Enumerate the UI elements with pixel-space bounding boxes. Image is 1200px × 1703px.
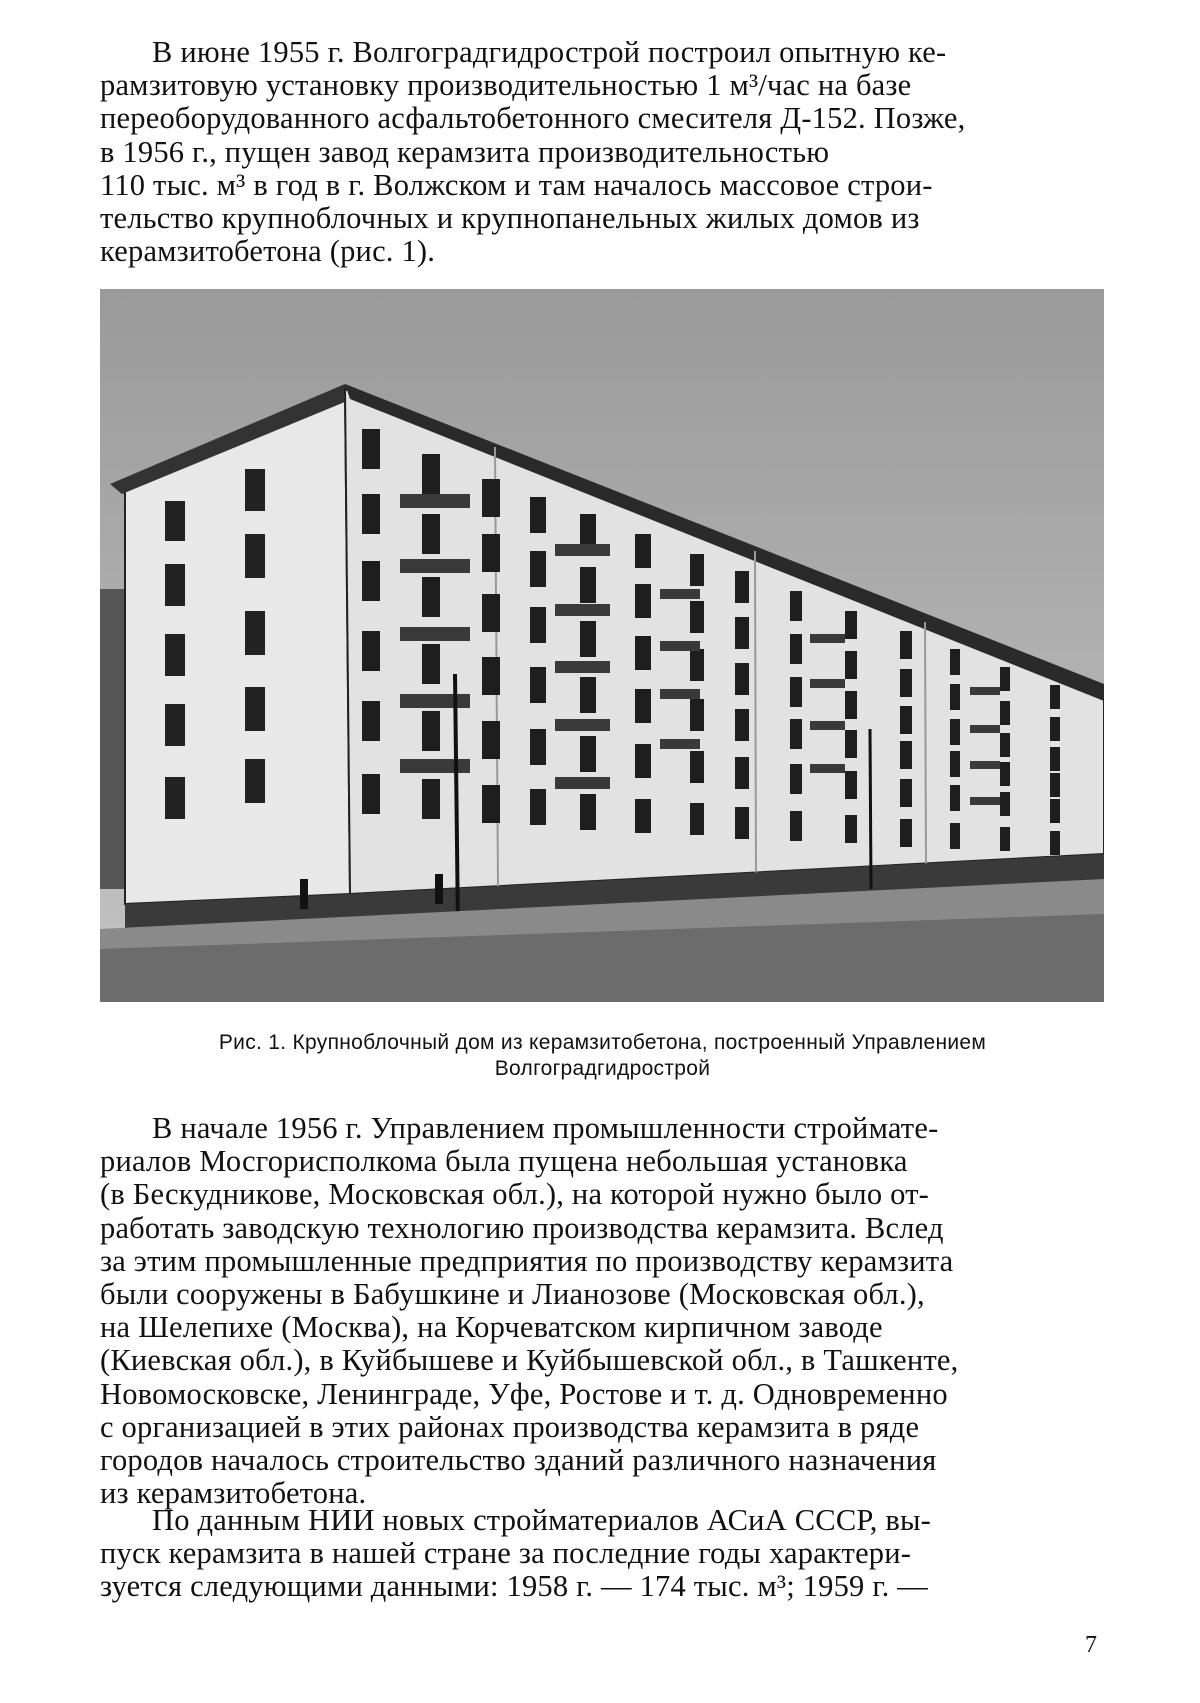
text-line: за этим промышленные предприятия по производству керамзита [100, 1243, 954, 1278]
building-photo [100, 289, 1104, 1002]
text-line: (в Бескудникове, Московская обл.), на которой нужно было от- [100, 1177, 930, 1212]
text-line: в 1956 г., пущен завод керамзита производительностью [100, 134, 830, 169]
paragraph-statistics [100, 1504, 1105, 1604]
text-line: керамзитобетона (рис. 1). [100, 234, 436, 269]
text-line: риалов Мосгорисполкома была пущена небольшая установка [100, 1144, 908, 1179]
caption-line: Рис. 1. Крупноблочный дом из керамзитобетона, построенный Управлением [218, 1031, 987, 1054]
text-line: на Шелепихе (Москва), на Корчеватском кирпичном заводе [100, 1310, 883, 1345]
text-line: В начале 1956 г. Управлением промышленности стройматe- [152, 1111, 939, 1145]
text-line: зуется следующими данными: 1958 г. — 174 тыс. м³; 1959 г. — [100, 1569, 928, 1604]
text-line: тельство крупноблочных и крупнопанельных жилых домов из [100, 201, 920, 236]
text-line: 110 тыс. м³ в год в г. Волжском и там началось массовое строи- [100, 167, 933, 202]
text-line: были сооружены в Бабушкине и Лианозове (Московская обл.), [100, 1277, 925, 1312]
page-number: 7 [1085, 1632, 1097, 1658]
text-line: пуск керамзита в нашей стране за последние годы характери- [100, 1536, 912, 1571]
text-line: с организацией в этих районах производства керамзита в ряде [100, 1409, 920, 1444]
text-line: из керамзитобетона. [100, 1476, 367, 1511]
paragraph-intro [100, 36, 1105, 268]
text-line: В июне 1955 г. Волгоградгидрострой построил опытную ке- [152, 35, 947, 69]
text-line: Новомосковске, Ленинграде, Уфе, Ростове и т. д. Одновременно [100, 1376, 948, 1411]
text-line: (Киевская обл.), в Куйбышеве и Куйбышевской обл., в Ташкенте, [100, 1343, 959, 1378]
caption-line: Волгоградгидрострой [494, 1057, 711, 1080]
text-line: По данным НИИ новых стройматериалов АСиА СССР, вы- [152, 1503, 932, 1537]
text-line: рамзитовую установку производительностью 1 м³/час на базе [100, 68, 912, 103]
text-line: городов началось строительство зданий различного назначения [100, 1443, 937, 1478]
text-line: работать заводскую технологию производства керамзита. Вслед [100, 1210, 944, 1245]
figure-caption [100, 1030, 1105, 1082]
text-line: переоборудованного асфальтобетонного смесителя Д-152. Позже, [100, 101, 966, 136]
building-photo-illustration [100, 289, 1104, 1002]
paragraph-enterprises [100, 1112, 1105, 1510]
